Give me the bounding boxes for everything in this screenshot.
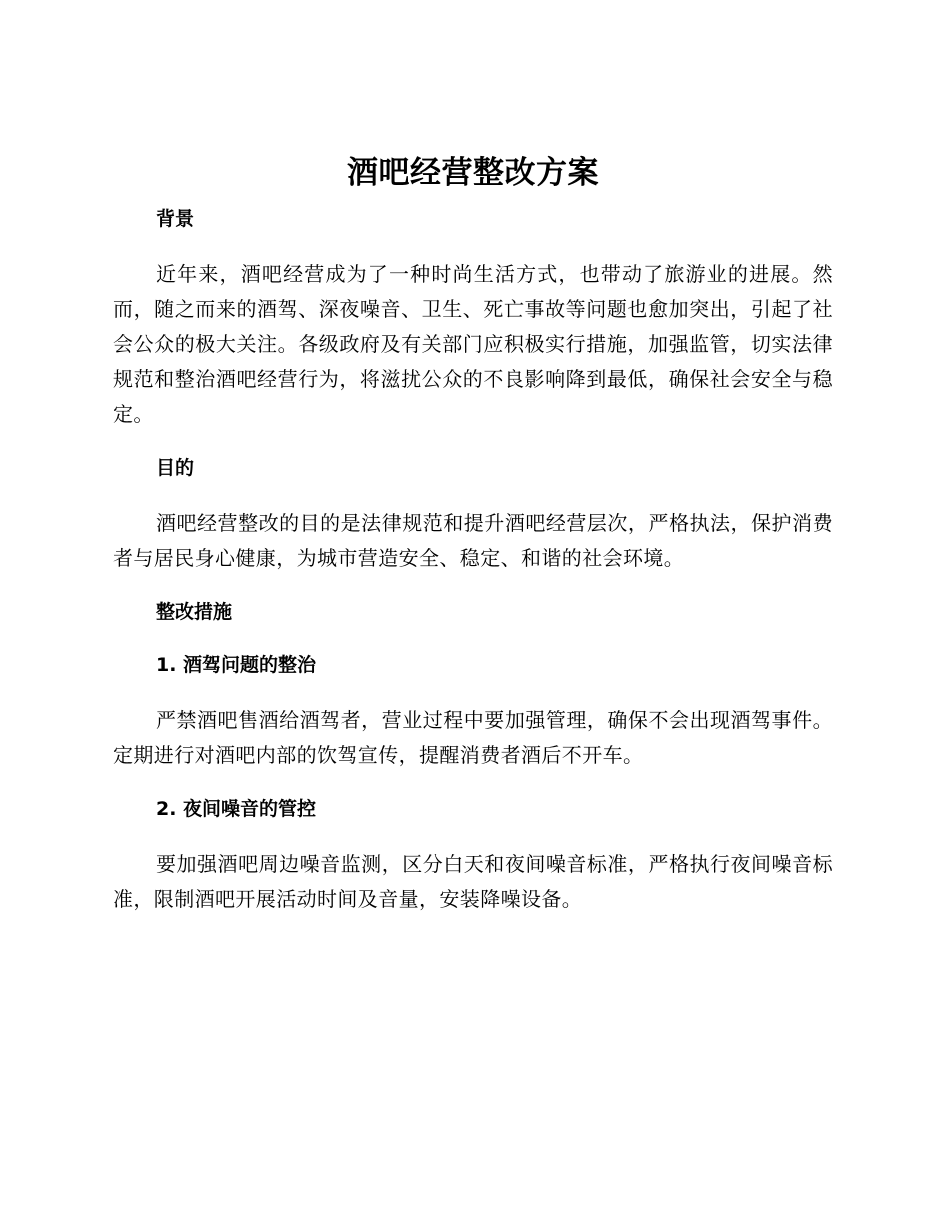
section-heading-measures: 整改措施	[156, 601, 233, 623]
section-text-background: 近年来，酒吧经营成为了一种时尚生活方式，也带动了旅游业的进展。然而，随之而来的酒驾、深夜噪音、卫生、死亡事故等问题也愈加突出，引起了社会公众的极大关注。各级政府及有关部门应积极实行措施，加强监管，切实法律规范和整治酒吧经营行为，将滋扰公众的不良影响降到最低，确保社会安全与稳定。	[113, 262, 833, 426]
measure-text-night-noise: 要加强酒吧周边噪音监测，区分白天和夜间噪音标准，严格执行夜间噪音标准，限制酒吧开展活动时间及音量，安装降噪设备。	[113, 852, 833, 911]
spacer	[113, 629, 833, 648]
section-heading-background: 背景	[156, 208, 195, 230]
spacer	[113, 432, 833, 451]
measure-heading-night-noise: 2. 夜间噪音的管控	[156, 798, 317, 820]
spacer	[113, 236, 833, 257]
spacer	[113, 576, 833, 595]
document-body	[113, 150, 833, 917]
spacer	[113, 485, 833, 506]
section-text-purpose: 酒吧经营整改的目的是法律规范和提升酒吧经营层次，严格执法，保护消费者与居民身心健康，为城市营造安全、稳定、和谐的社会环境。	[113, 511, 833, 570]
spacer	[113, 773, 833, 792]
spacer	[113, 682, 833, 703]
measure-heading-drunk-driving: 1. 酒驾问题的整治	[156, 654, 317, 676]
section-heading-purpose: 目的	[156, 457, 195, 479]
measure-text-drunk-driving: 严禁酒吧售酒给酒驾者，营业过程中要加强管理，确保不会出现酒驾事件。定期进行对酒吧内部的饮驾宣传，提醒消费者酒后不开车。	[113, 708, 833, 767]
spacer	[113, 826, 833, 847]
document-title: 酒吧经营整改方案	[347, 155, 599, 191]
